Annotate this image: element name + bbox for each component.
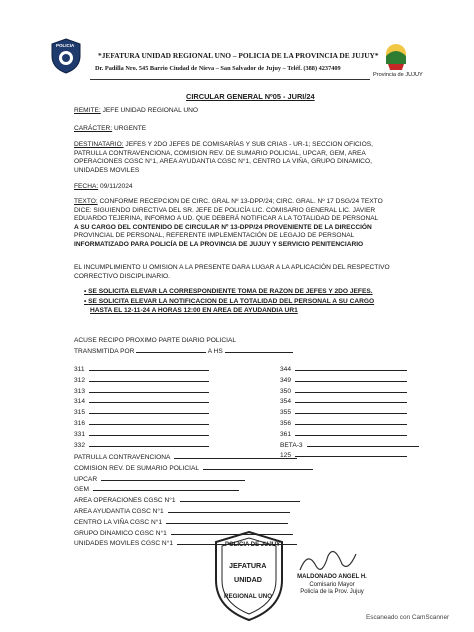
destinatario-line: UNIDADES MOVILES — [74, 166, 140, 174]
signature-name: MALDONADO ANGEL H. — [297, 574, 367, 580]
unit-list-item — [74, 495, 300, 504]
unit-list-item-label: COMISION REV. DE SUMARIO POLICIAL — [74, 464, 200, 472]
police-badge-logo — [50, 38, 82, 74]
unit-list-item — [74, 484, 239, 493]
unit-list-item-label: UPCAR — [74, 475, 98, 483]
left-list-item-label: 314 — [74, 398, 86, 406]
unit-list-item — [74, 452, 297, 461]
right-list-item-label: 361 — [280, 430, 292, 438]
header-rule — [90, 79, 370, 80]
destinatario-line: PATRULLA CONTRAVENCIONA, COMISION REV. DE SUMARIO POLICIAL, UPCAR, GEM, AREA — [74, 149, 366, 157]
left-list-item-blank[interactable] — [89, 407, 209, 414]
remite-row — [74, 107, 198, 116]
signature-org: Policía de la Prov. Jujuy — [300, 589, 364, 596]
unit-list-item — [74, 517, 288, 526]
stamp-top: POLICIA DE JUJUY — [225, 542, 281, 548]
right-list-item — [280, 429, 407, 438]
left-list-item-blank[interactable] — [89, 396, 209, 403]
fecha-label: FECHA: — [74, 183, 99, 190]
unit-list-item — [74, 506, 290, 515]
unit-list-item-blank[interactable] — [101, 474, 245, 481]
left-list-item — [74, 386, 209, 395]
left-list-item-blank[interactable] — [89, 386, 209, 393]
left-list-item-blank[interactable] — [89, 418, 209, 425]
right-list-item-label: 354 — [280, 398, 292, 406]
incumplimiento-line: EL INCUMPLIMIENTO U OMISION A LA PRESENTE DARA LUGAR A LA APLICACIÓN DEL RESPECTIVO — [74, 264, 390, 271]
left-list-item — [74, 429, 209, 438]
header-address: Dr. Padilla Nro. 545 Barrio Ciudad de Nieva – San Salvador de Jujuy – Teléf. (388) 4237409 — [95, 65, 341, 72]
right-list-item-blank[interactable] — [307, 440, 419, 447]
unit-list-item — [74, 463, 313, 472]
left-list-item-label: 315 — [74, 409, 86, 417]
left-list-item — [74, 407, 209, 416]
right-list-item-blank[interactable] — [295, 364, 407, 371]
right-list-item — [280, 386, 407, 395]
left-list-item-label: 331 — [74, 430, 86, 438]
right-list-item-label: 356 — [280, 420, 292, 427]
right-list-item-blank[interactable] — [295, 386, 407, 393]
hs-label: A HS — [207, 348, 223, 355]
right-list-item-label: 350 — [280, 387, 292, 395]
unit-list-item-label: AREA OPERACIONES CGSC N°1 — [74, 497, 176, 505]
left-list-item — [74, 375, 209, 384]
unit-list-item-blank[interactable] — [180, 495, 300, 502]
caracter-label: CARÁCTER: — [74, 125, 113, 132]
left-list-item — [74, 364, 209, 373]
texto-line: CONFORME RECEPCION DE CIRC. GRAL Nº 13-DPP/24; CIRC. GRAL. Nº 17 DSG/24 TEXTO — [99, 198, 383, 205]
unit-list-item — [74, 474, 245, 483]
unit-list-item-label: GEM — [74, 486, 90, 494]
left-list-item-blank[interactable] — [89, 364, 209, 371]
left-list-item-label: 313 — [74, 387, 86, 395]
police-badge-text: POLICIA — [56, 43, 75, 48]
left-list-item-blank[interactable] — [89, 440, 209, 447]
left-list-item-label: 311 — [74, 366, 85, 373]
signature-rank: Comisario Mayor — [309, 581, 355, 588]
transmitida-blank[interactable] — [136, 346, 206, 353]
caracter-row — [74, 125, 146, 134]
texto-line: A SU CARGO DEL CONTENIDO DE CIRCULAR Nº 13-DPP/24 PROVENIENTE DE LA DIRECCIÓN — [74, 223, 372, 231]
remite-value: JEFE UNIDAD REGIONAL UNO — [102, 107, 198, 114]
right-list-item — [280, 450, 407, 459]
unit-list-item-blank[interactable] — [174, 452, 296, 459]
texto-line: EDUARDO TEJERINA, INFORMO A UD. QUE DEBERÁ NOTIFICAR A LA TOTALIDAD DE PERSONAL — [74, 215, 379, 223]
unit-list-item-blank[interactable] — [168, 506, 290, 513]
right-list-item-blank[interactable] — [295, 429, 407, 436]
right-list-item-blank[interactable] — [295, 418, 407, 425]
stamp-bottom: REGIONAL UNO — [224, 593, 273, 600]
unit-list-item-label: PATRULLA CONTRAVENCIONA — [74, 454, 171, 461]
acuse-title: ACUSE RECIPO PROXIMO PARTE DIARIO POLICIAL — [74, 337, 237, 344]
right-list-item-label: 344 — [280, 366, 292, 373]
left-list-item — [74, 440, 209, 449]
fecha-value: 09/11/2024 — [100, 183, 133, 190]
right-list-item — [280, 440, 419, 449]
right-list-item-label: BETA-3 — [280, 441, 303, 449]
province-label: Provincia de JUJUY — [373, 72, 423, 78]
left-list-item — [74, 396, 209, 405]
signature-block — [297, 574, 367, 597]
texto-label: TEXTO: — [74, 198, 98, 205]
transmitida-label: TRANSMITIDA POR — [74, 348, 135, 355]
bullet-icon: • — [84, 298, 89, 305]
header-title: *JEFATURA UNIDAD REGIONAL UNO – POLICIA DE LA PROVINCIA DE JUJUY* — [98, 51, 379, 60]
remite-label: REMITE: — [74, 107, 101, 114]
unit-list-item-label: GRUPO DINAMICO CGSC N°1 — [74, 529, 167, 537]
right-list-item — [280, 407, 407, 416]
bullet-text: SE SOLICITA ELEVAR LA NOTIFICACION DE LA TOTALIDAD DEL PERSONAL A SU CARGO — [88, 298, 375, 305]
right-list-item-blank[interactable] — [295, 450, 407, 457]
stamp-middle-1: JEFATURA — [229, 561, 267, 570]
unit-list-item-blank[interactable] — [93, 484, 239, 491]
unit-list-item-label: UNIDADES MOVILES CGSC N°1 — [74, 540, 173, 548]
left-list-item — [74, 418, 209, 427]
left-list-item-blank[interactable] — [89, 375, 209, 382]
right-list-item-label: 349 — [280, 376, 292, 384]
right-list-item — [280, 364, 407, 373]
bullet-1 — [84, 288, 424, 297]
right-list-item-blank[interactable] — [295, 407, 407, 414]
incumplimiento-line: CORRECTIVO DISCIPLINARIO. — [74, 272, 170, 280]
jefatura-stamp — [210, 530, 288, 622]
acuse-transmitida-row — [74, 346, 293, 357]
destinatario-label: DESTINATARIO: — [74, 141, 124, 148]
bullet-2 — [84, 298, 424, 315]
left-list-item-label: 332 — [74, 441, 86, 449]
bullet-icon: • — [84, 288, 89, 295]
unit-list-item-blank[interactable] — [203, 463, 313, 470]
texto-block — [74, 198, 414, 250]
right-list-item-label: 355 — [280, 409, 292, 417]
right-list-item — [280, 418, 407, 427]
right-list-item — [280, 396, 407, 405]
destinatario-block — [74, 141, 404, 175]
left-list-item-label: 312 — [74, 376, 86, 384]
right-list-item-blank[interactable] — [295, 375, 407, 382]
right-list-item-blank[interactable] — [295, 396, 407, 403]
right-list-item — [280, 375, 407, 384]
hs-blank[interactable] — [225, 346, 293, 353]
unit-list-item-label: AREA AYUDANTIA CGSC N°1 — [74, 508, 164, 515]
fecha-row — [74, 183, 133, 192]
left-list-item-label: 316 — [74, 420, 86, 427]
scanner-footer: Escaneado con CamScanner — [366, 614, 450, 621]
texto-line: DICE: SIGUIENDO DIRECTIVA DEL SR. JEFE DE POLICÍA LIC. COMISARIO GENERAL LIC. JAVIER — [74, 206, 376, 214]
circular-title: CIRCULAR GENERAL Nº05 - JURI/24 — [186, 92, 315, 101]
destinatario-line: OPERACIONES CGSC N°1, AREA AYUDANTIA CGSC N°1, CENTRO LA VIÑA, GRUPO DINAMICO, — [74, 158, 372, 166]
stamp-middle-2: UNIDAD — [234, 575, 262, 584]
bullet-text: SE SOLICITA ELEVAR LA CORRESPONDIENTE TOMA DE RAZON DE JEFES Y 2DO JEFES. — [88, 288, 373, 295]
unit-list-item-label: CENTRO LA VIÑA CGSC N°1 — [74, 518, 163, 526]
right-list-item-label: 125 — [280, 452, 292, 460]
texto-line: INFORMATIZADO PARA POLICÍA DE LA PROVINCIA DE JUJUY Y SERVICIO PENITENCIARIO — [74, 240, 364, 248]
incumplimiento-block — [74, 264, 414, 281]
left-list-item-blank[interactable] — [89, 429, 209, 436]
destinatario-line: JEFES Y 2DO JEFES DE COMISARÍAS Y SUB CRIAS - UR-1; SECCION OFICIOS, — [125, 141, 373, 148]
caracter-value: URGENTE — [113, 125, 147, 132]
province-logo — [376, 42, 416, 74]
bullet-text: HASTA EL 12-11-24 A HORAS 12:00 EN AREA DE AYUDANDIA UR1 — [90, 306, 298, 314]
texto-line: PROVINCIAL DE PERSONAL, REFERENTE IMPLEMENTACIÓN DE LEGAJO DE PERSONAL — [74, 232, 355, 240]
unit-list-item-blank[interactable] — [166, 517, 288, 524]
